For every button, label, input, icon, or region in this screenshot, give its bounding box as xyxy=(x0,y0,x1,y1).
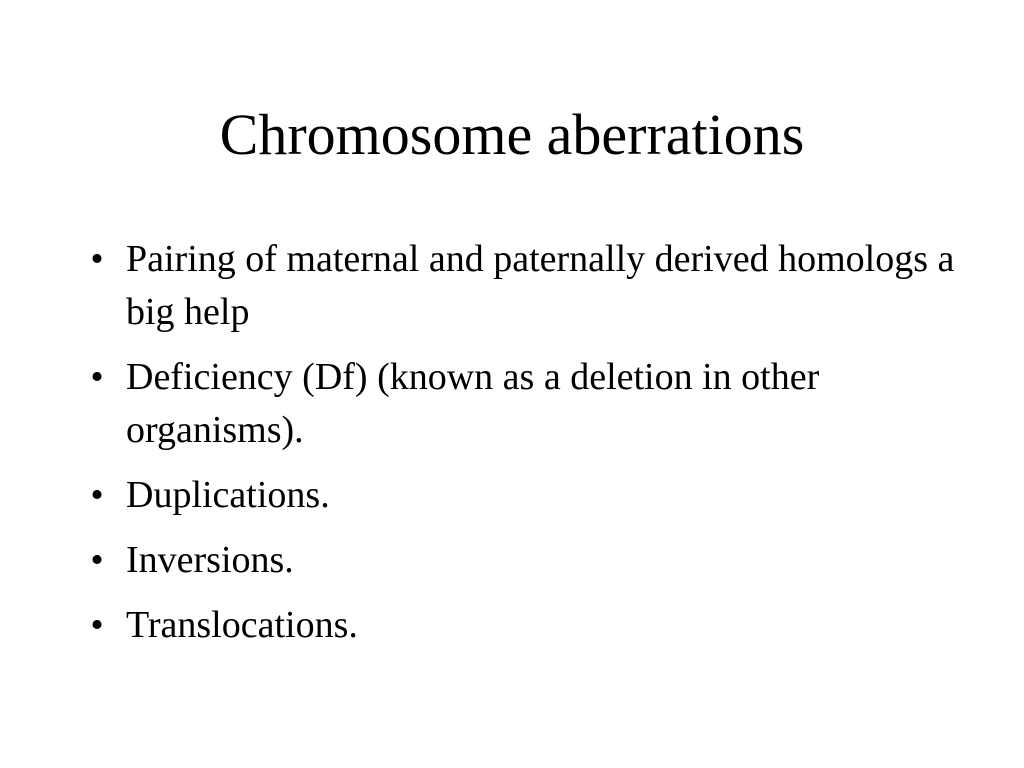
bullet-item-duplications xyxy=(82,469,962,522)
bullet-marker: • xyxy=(90,238,104,280)
bullet-text: Inversions. xyxy=(126,539,294,581)
bullet-text: Translocations. xyxy=(126,604,358,646)
bullet-item-deficiency xyxy=(82,351,962,457)
bullet-item-translocations xyxy=(82,599,962,652)
slide-title: Chromosome aberrations xyxy=(219,102,805,167)
bullet-marker: • xyxy=(90,356,104,398)
bullet-marker: • xyxy=(90,474,104,516)
bullet-list xyxy=(82,233,962,664)
bullet-text: Duplications. xyxy=(126,474,330,516)
bullet-marker: • xyxy=(90,604,104,646)
bullet-item-pairing xyxy=(82,233,962,339)
bullet-text: Pairing of maternal and paternally derived homologs a big help xyxy=(126,238,955,333)
bullet-item-inversions xyxy=(82,534,962,587)
bullet-text: Deficiency (Df) (known as a deletion in other organisms). xyxy=(126,356,820,451)
bullet-marker: • xyxy=(90,539,104,581)
